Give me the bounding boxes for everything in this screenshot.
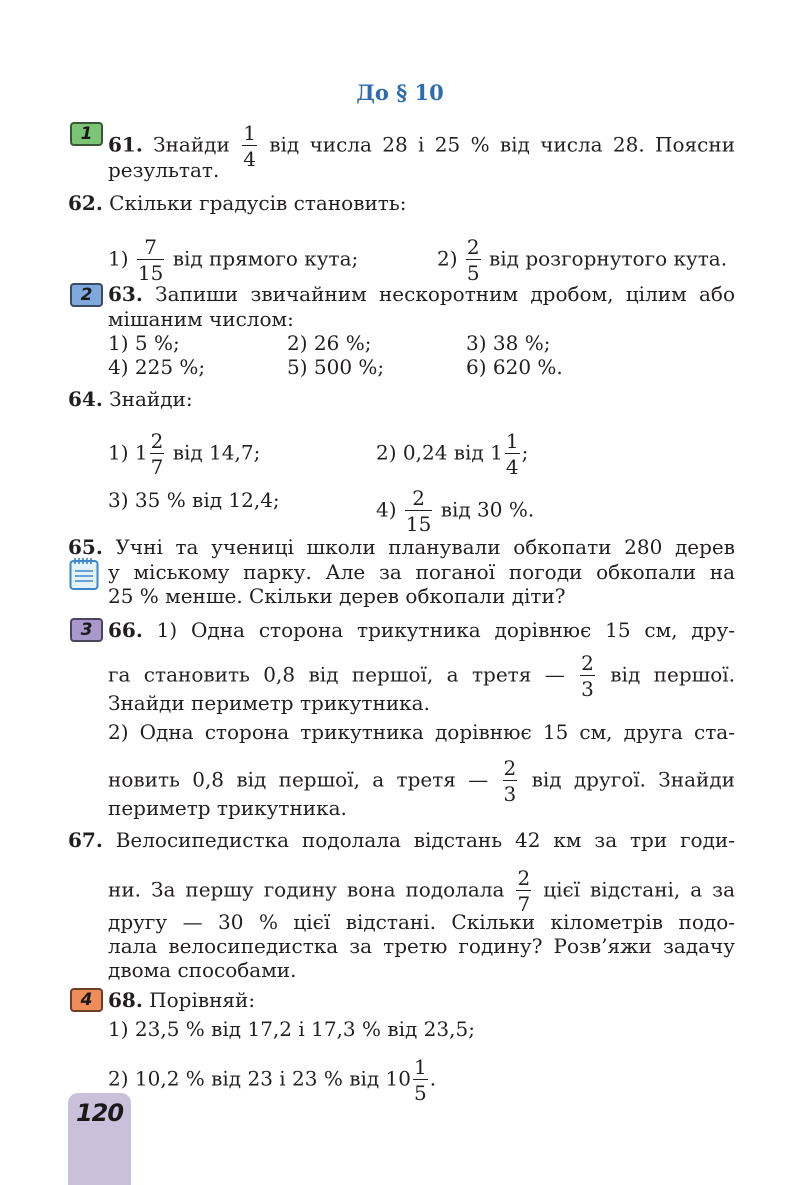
- problem-67-line-4: лала велосипедистка за третю годину? Розв’яжи задачу: [108, 934, 735, 958]
- level-badge-3: 3: [70, 618, 103, 642]
- fraction: $\frac{1}{5}$: [413, 1055, 427, 1105]
- page-number-tab: [68, 1093, 131, 1185]
- problem-64-item-1: 1) 1 $\frac{2}{7}$ від 14,7;: [108, 429, 261, 479]
- problem-67-line-1: 67. Велосипедистка подолала відстань 42 км за три годи-: [68, 828, 735, 852]
- problem-61-text: від числа 28 і 25 % від числа 28. Поясни: [269, 132, 736, 157]
- problem-65-line-3: 25 % менше. Скільки дерев обкопали діти?: [108, 584, 566, 608]
- problem-64-item-2: 2) 0,24 від 1 $\frac{1}{4}$ ;: [376, 429, 529, 479]
- problem-66-line-2: га становить 0,8 від першої, а третя — $\frac{2}{3}$ від першої.: [108, 651, 736, 701]
- problem-68-item-2: 2) 10,2 % від 23 і 23 % від 10 $\frac{1}{5}$ .: [108, 1055, 437, 1105]
- notebook-icon: [69, 557, 99, 591]
- problem-63-item: 5) 500 %;: [287, 355, 385, 379]
- fraction: $\frac{2}{15}$: [405, 486, 432, 536]
- problem-63-number: 63.: [108, 282, 143, 306]
- problem-61-line-2: результат.: [108, 158, 220, 182]
- problem-63-item: 2) 26 %;: [287, 331, 372, 355]
- problem-64-item-3: 3) 35 % від 12,4;: [108, 488, 280, 512]
- problem-62-item-1: 1) $\frac{7}{15}$ від прямого кута;: [108, 235, 359, 285]
- problem-62-text: Скільки градусів становить:: [109, 191, 407, 215]
- problem-67-number: 67.: [68, 828, 103, 852]
- problem-65-line-1: 65. Учні та учениці школи планували обкопати 280 дерев: [68, 535, 735, 559]
- problem-61-text: Знайди: [153, 132, 230, 157]
- problem-67-line-5: двома способами.: [108, 958, 297, 982]
- problem-62-number: 62.: [68, 191, 103, 215]
- fraction: $\frac{2}{7}$: [517, 866, 531, 916]
- problem-64-item-4: 4) $\frac{2}{15}$ від 30 %.: [376, 486, 535, 536]
- problem-65-line-2: у міському парку. Але за поганої погоди обкопали на: [108, 560, 735, 584]
- fraction: $\frac{2}{3}$: [503, 756, 517, 806]
- problem-67-line-3: другу — 30 % цієї відстані. Скільки кілометрів подо-: [108, 910, 735, 934]
- problem-67-line-2: ни. За першу годину вона подолала $\frac{2}{7}$ цієї відстані, а за: [108, 866, 736, 916]
- problem-63-item: 4) 225 %;: [108, 355, 206, 379]
- problem-64-line-1: 64. Знайди:: [68, 387, 193, 411]
- page-number: 120: [75, 1099, 124, 1127]
- problem-66-line-1: 66. 1) Одна сторона трикутника дорівнює 15 см, дру-: [108, 618, 735, 642]
- problem-68-item-1: 1) 23,5 % від 17,2 і 17,3 % від 23,5;: [108, 1017, 475, 1041]
- problem-63-line-2: мішаним числом:: [108, 307, 294, 331]
- section-title: До § 10: [356, 80, 444, 105]
- problem-66-line-5: новить 0,8 від першої, а третя — $\frac{2}{3}$ від другої. Знайди: [108, 756, 735, 806]
- problem-68-line-1: 68. Порівняй:: [108, 988, 256, 1012]
- problem-63-item: 3) 38 %;: [466, 331, 551, 355]
- problem-64-number: 64.: [68, 387, 103, 411]
- fraction: $\frac{2}{7}$: [150, 429, 164, 479]
- problem-61-number: 61.: [108, 132, 143, 157]
- problem-63-item: 6) 620 %.: [466, 355, 563, 379]
- level-badge-2: 2: [70, 283, 103, 307]
- fraction: $\frac{1}{4}$: [505, 429, 519, 479]
- fraction: $\frac{2}{5}$: [466, 235, 480, 285]
- problem-63-line-1: 63. Запиши звичайним нескоротним дробом, цілим або: [108, 282, 736, 306]
- problem-66-line-4: 2) Одна сторона трикутника дорівнює 15 см, друга ста-: [108, 720, 735, 744]
- problem-66-number: 66.: [108, 618, 143, 642]
- problem-62-line-1: [68, 191, 735, 215]
- problem-63-item: 1) 5 %;: [108, 331, 180, 355]
- problem-65-number: 65.: [68, 535, 103, 559]
- problem-66-line-3: Знайди периметр трикутника.: [108, 691, 430, 715]
- problem-68-number: 68.: [108, 988, 143, 1012]
- level-badge-1: 1: [70, 122, 103, 146]
- fraction: $\frac{2}{3}$: [581, 651, 594, 701]
- fraction: $\frac{7}{15}$: [137, 235, 164, 285]
- problem-62-item-2: 2) $\frac{2}{5}$ від розгорнутого кута.: [437, 235, 728, 285]
- problem-66-line-6: периметр трикутника.: [108, 796, 347, 820]
- level-badge-4: 4: [70, 988, 103, 1012]
- fraction: $\frac{1}{4}$: [243, 121, 256, 171]
